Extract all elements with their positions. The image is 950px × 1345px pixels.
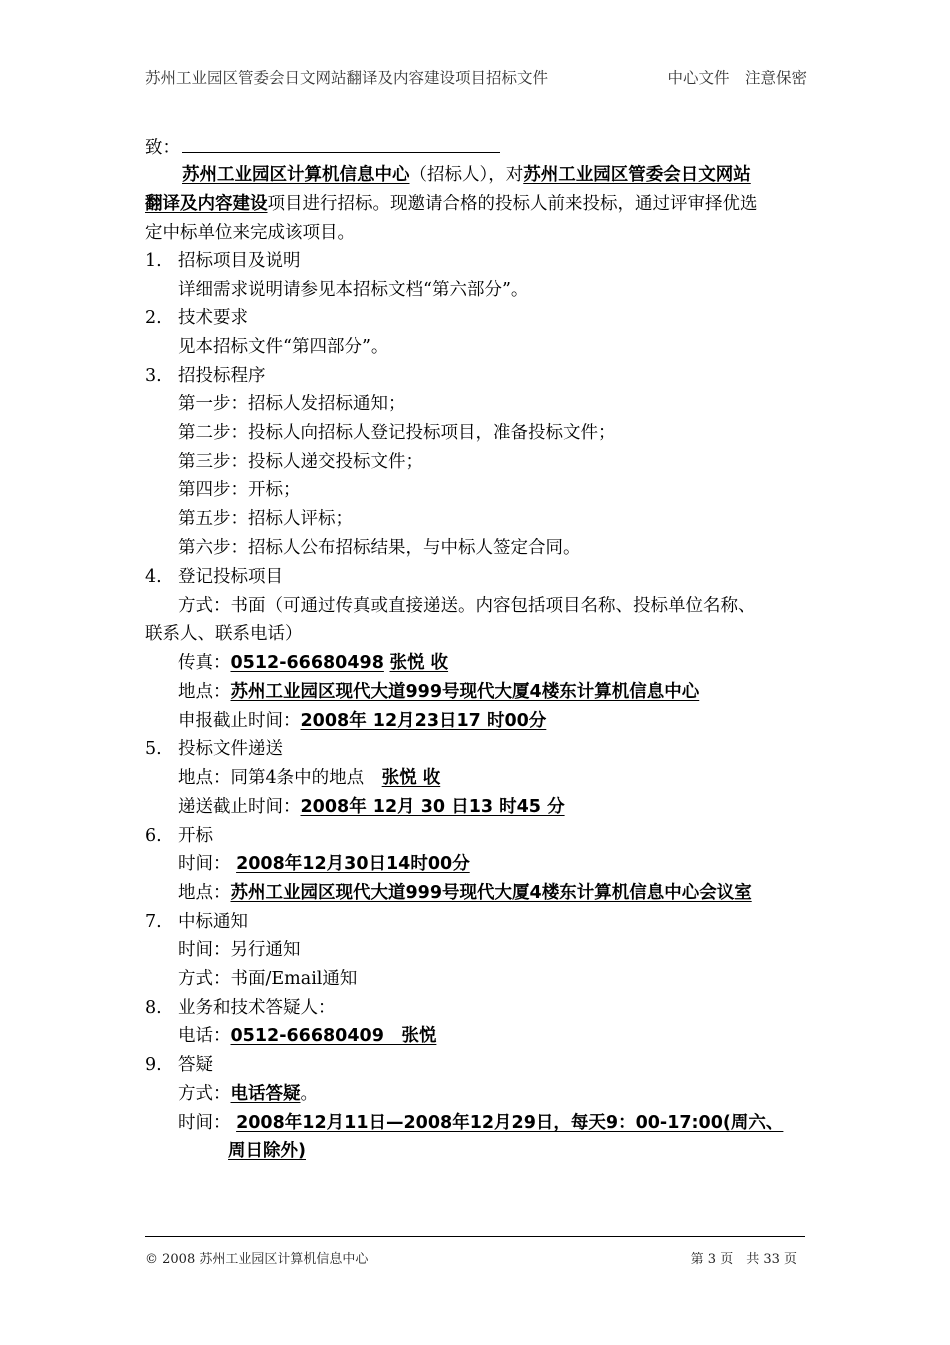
procedure-step: 第一步：招标人发招标通知； <box>178 394 406 414</box>
project-name-b: 翻译及内容建设 <box>145 194 268 214</box>
footer-page-number: 第 3 页 共 33 页 <box>690 1252 797 1267</box>
delivery-recipient: 张悦 收 <box>381 768 441 788</box>
opening-time-line <box>178 853 470 875</box>
page-header <box>145 66 807 92</box>
delivery-deadline-line <box>178 796 565 818</box>
opening-time-label: 时间： <box>178 854 231 874</box>
section-title: 开标 <box>178 826 213 846</box>
delivery-address-label: 地点：同第4条中的地点 <box>178 768 382 788</box>
section-6-heading <box>145 825 213 847</box>
section-8-heading <box>145 997 336 1019</box>
qa-method-line <box>178 1083 318 1105</box>
phone-label: 电话： <box>178 1026 231 1046</box>
deadline-value: 2008年 12月23日17 时00分 <box>300 711 547 731</box>
addressee-line <box>145 134 500 159</box>
section-number: 2. <box>145 308 162 328</box>
section-7-heading <box>145 911 248 933</box>
section-3-heading <box>145 365 266 387</box>
footer-divider <box>145 1236 805 1237</box>
fax-number: 0512-66680498 <box>230 653 384 673</box>
procedure-step: 第二步：投标人向招标人登记投标项目，准备投标文件； <box>178 423 616 443</box>
addressee-label: 致： <box>145 138 180 158</box>
tenderer-name: 苏州工业园区计算机信息中心 <box>182 165 410 185</box>
section-number: 5. <box>145 739 162 759</box>
section-5-heading <box>145 738 283 760</box>
intro-line-2 <box>145 193 758 215</box>
intro-text-a: 项目进行招标。现邀请合格的投标人前来投标，通过评审择优选 <box>267 194 758 214</box>
section-title: 投标文件递送 <box>178 739 283 759</box>
qa-time-label: 时间： <box>178 1113 231 1133</box>
section-2-heading <box>145 307 248 329</box>
section-1-body: 详细需求说明请参见本招标文档“第六部分”。 <box>178 280 529 300</box>
header-confidential: 中心文件 注意保密 <box>667 69 807 87</box>
opening-time-value: 2008年12月30日14时00分 <box>236 854 470 874</box>
address-label: 地点： <box>178 682 231 702</box>
section-title: 答疑 <box>178 1055 213 1075</box>
section-number: 1. <box>145 251 162 271</box>
qa-time-line-1 <box>178 1112 783 1134</box>
section-number: 9. <box>145 1055 162 1075</box>
qa-time-line-2 <box>228 1140 306 1162</box>
procedure-step: 第五步：招标人评标； <box>178 509 353 529</box>
project-name-a: 苏州工业园区管委会日文网站 <box>523 165 751 185</box>
opening-address-value: 苏州工业园区现代大道999号现代大厦4楼东计算机信息中心会议室 <box>230 883 752 903</box>
procedure-step: 第四步：开标； <box>178 480 301 500</box>
section-number: 4. <box>145 567 162 587</box>
intro-line-3: 定中标单位来完成该项目。 <box>145 223 355 243</box>
intro-line-1 <box>182 164 751 186</box>
qa-method-period: 。 <box>300 1084 318 1104</box>
header-title: 苏州工业园区管委会日文网站翻译及内容建设项目招标文件 <box>145 69 549 87</box>
fax-recipient: 张悦 收 <box>389 653 449 673</box>
footer-copyright: © 2008 苏州工业园区计算机信息中心 <box>145 1252 369 1267</box>
section-number: 7. <box>145 912 162 932</box>
registration-method-a: 方式：书面（可通过传真或直接递送。内容包括项目名称、投标单位名称、 <box>178 596 756 616</box>
section-number: 6. <box>145 826 162 846</box>
opening-address-label: 地点： <box>178 883 231 903</box>
award-method-line: 方式：书面/Email通知 <box>178 969 358 989</box>
section-number: 8. <box>145 998 162 1018</box>
section-title: 招标项目及说明 <box>178 251 301 271</box>
section-number: 3. <box>145 366 162 386</box>
registration-method-b: 联系人、联系电话） <box>145 624 303 644</box>
qa-method-label: 方式： <box>178 1084 231 1104</box>
section-4-heading <box>145 566 283 588</box>
delivery-address-line <box>178 767 440 789</box>
section-title: 登记投标项目 <box>178 567 283 587</box>
fax-label: 传真： <box>178 653 231 673</box>
section-title: 招投标程序 <box>178 366 266 386</box>
delivery-deadline-value: 2008年 12月 30 日13 时45 分 <box>300 797 565 817</box>
section-title: 技术要求 <box>178 308 248 328</box>
deadline-label: 申报截止时间： <box>178 711 301 731</box>
tenderer-role: （招标人），对 <box>409 165 524 185</box>
section-1-heading <box>145 250 301 272</box>
section-2-body: 见本招标文件“第四部分”。 <box>178 337 389 357</box>
registration-address-line <box>178 681 699 703</box>
qa-method-value: 电话答疑 <box>230 1084 301 1104</box>
section-title: 中标通知 <box>178 912 248 932</box>
fax-line <box>178 652 448 674</box>
section-9-heading <box>145 1054 213 1076</box>
contact-phone-line <box>178 1025 436 1047</box>
qa-time-value-b: 周日除外) <box>228 1141 306 1161</box>
qa-time-value-a: 2008年12月11日—2008年12月29日，每天9：00-17:00(周六、 <box>236 1113 784 1133</box>
award-time-line: 时间：另行通知 <box>178 940 301 960</box>
address-value: 苏州工业园区现代大道999号现代大厦4楼东计算机信息中心 <box>230 682 700 702</box>
section-title: 业务和技术答疑人： <box>178 998 336 1018</box>
delivery-deadline-label: 递送截止时间： <box>178 797 301 817</box>
addressee-blank <box>182 134 500 153</box>
phone-value: 0512-66680409 张悦 <box>230 1026 437 1046</box>
registration-deadline-line <box>178 710 546 732</box>
procedure-step: 第六步：招标人公布招标结果，与中标人签定合同。 <box>178 538 581 558</box>
procedure-step: 第三步：投标人递交投标文件； <box>178 452 423 472</box>
opening-address-line <box>178 882 752 904</box>
